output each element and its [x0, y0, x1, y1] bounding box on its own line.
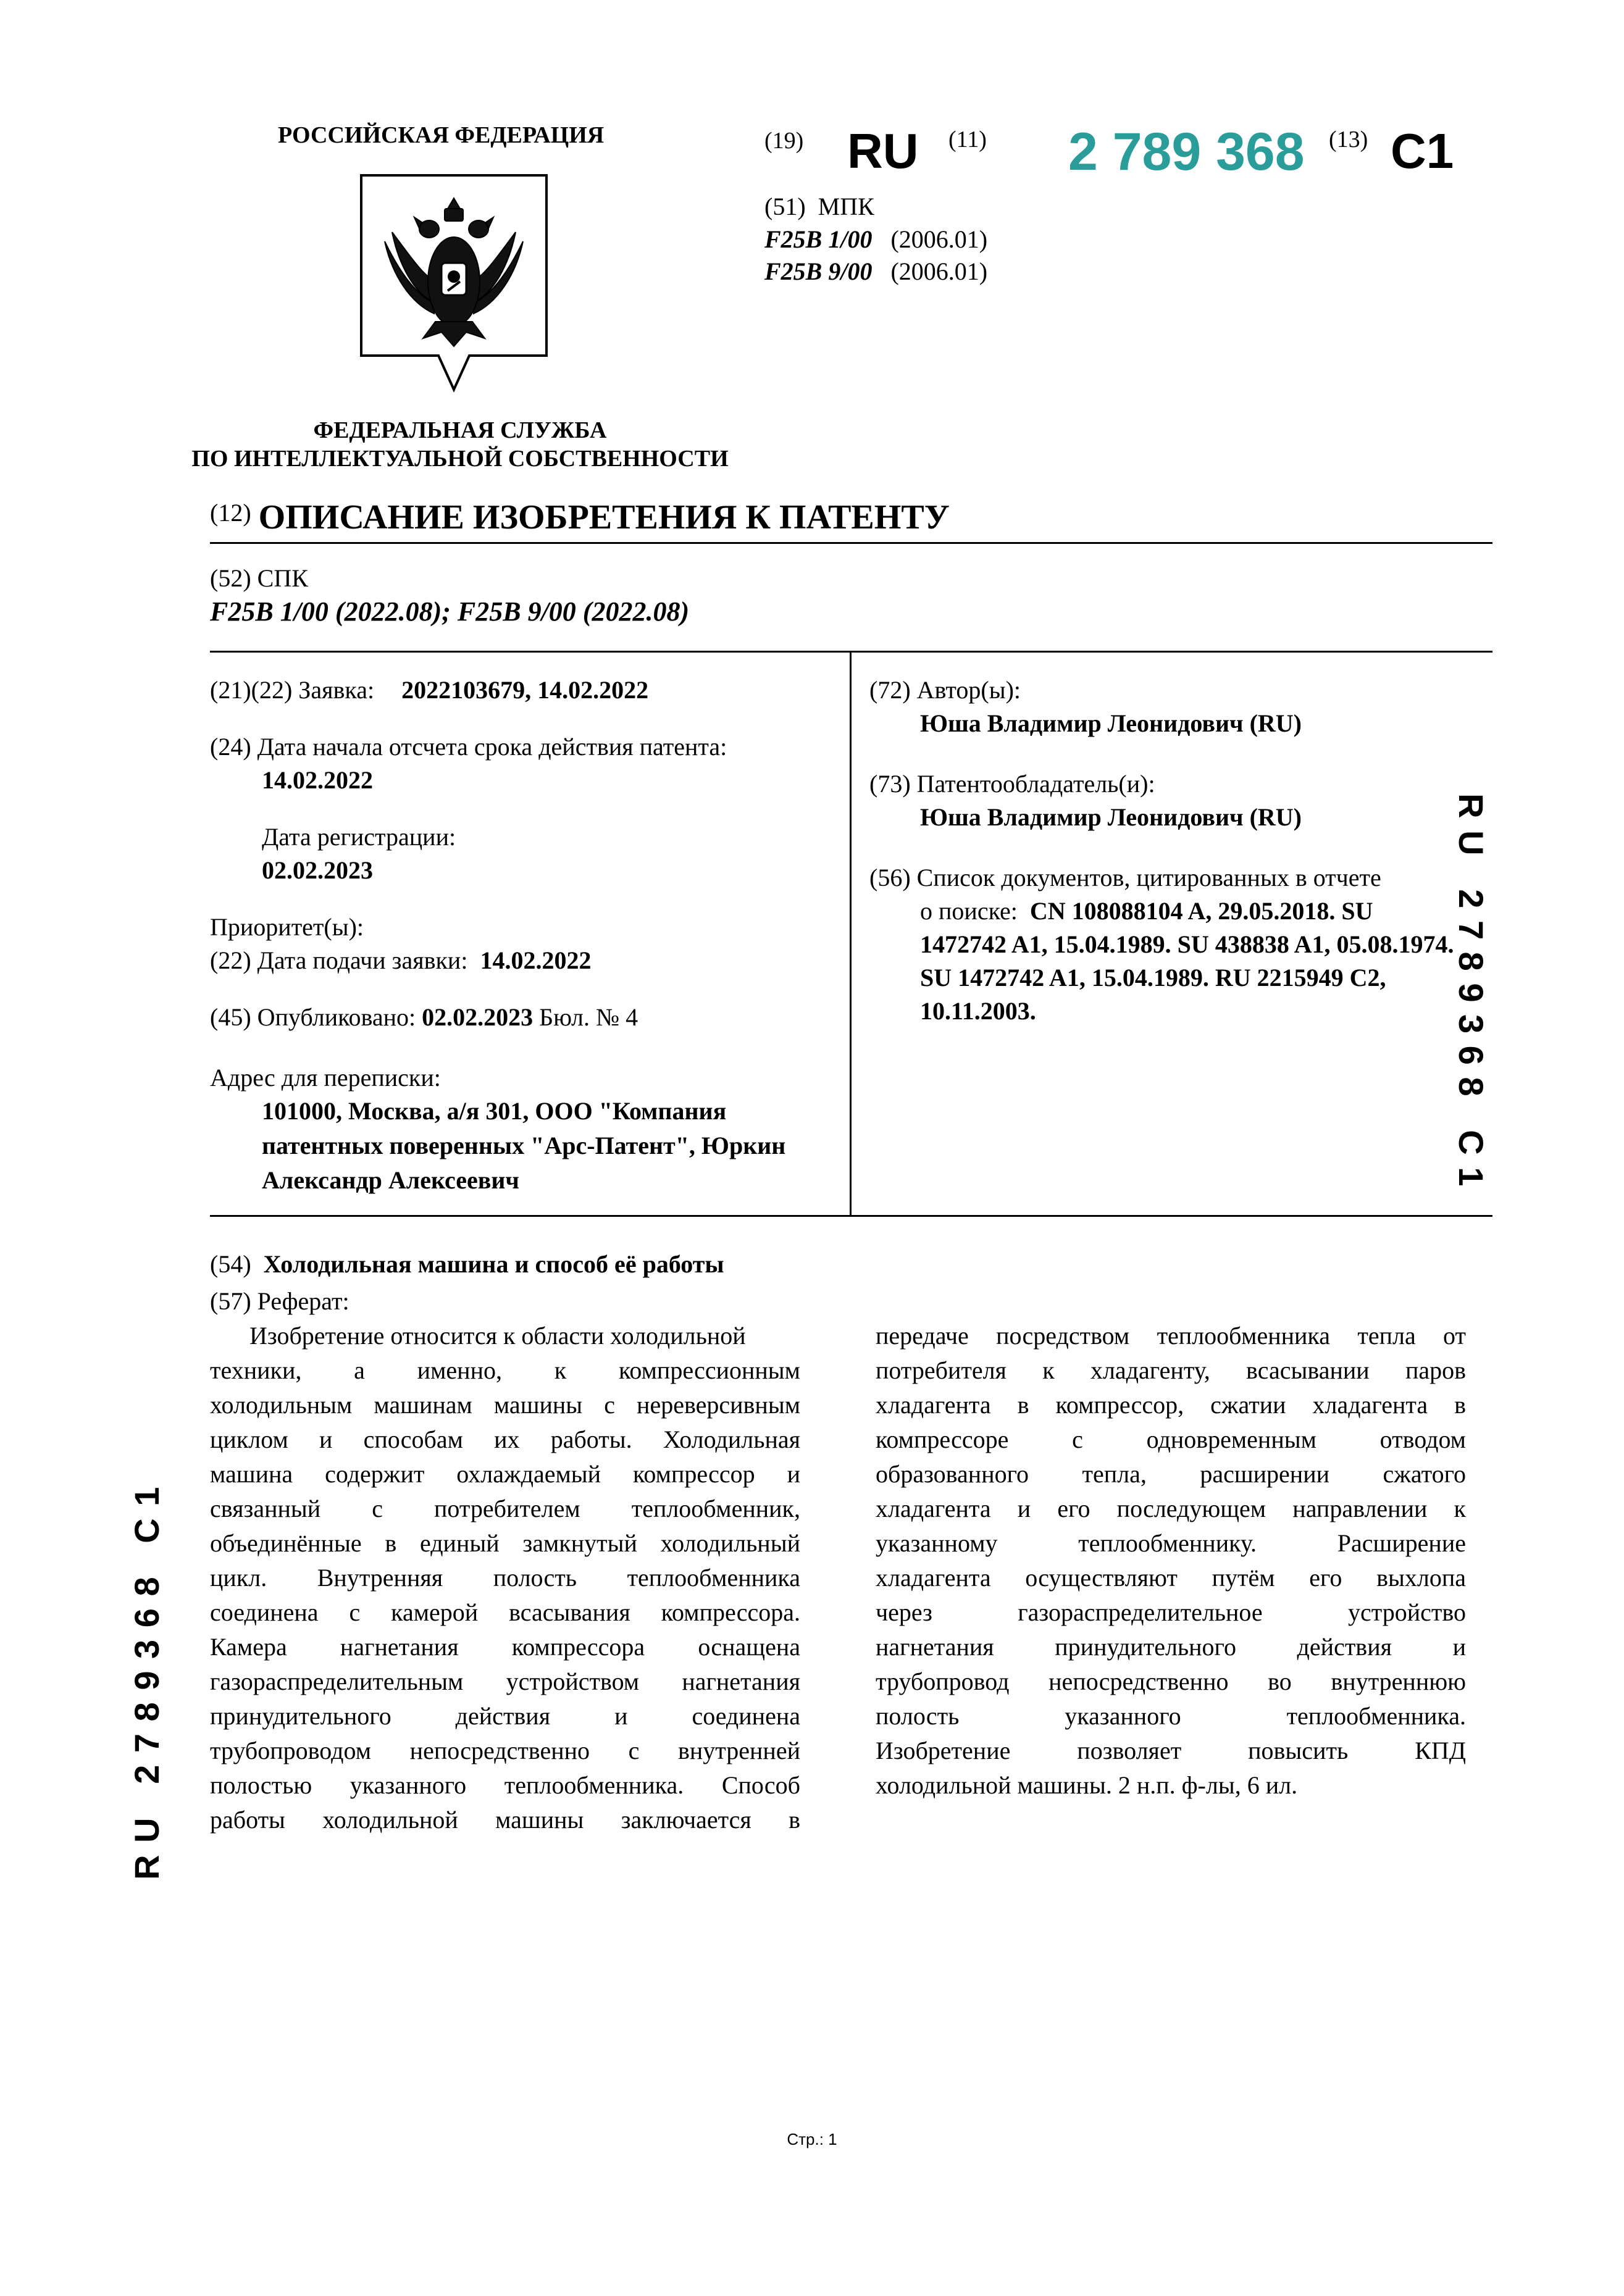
citations-line: SU 1472742 A1, 15.04.1989. RU 2215949 C2, — [920, 964, 1386, 991]
citations-prefix: о поиске: — [920, 897, 1018, 925]
abstract-line: потребителя к хладагенту, всасывании паров — [876, 1356, 1466, 1384]
authors-value: Юша Владимир Леонидович (RU) — [920, 709, 1302, 737]
priority-label: Приоритет(ы): — [210, 913, 364, 941]
cpc-value: F25B 1/00 (2022.08); F25B 9/00 (2022.08) — [210, 596, 690, 627]
side-label-left-text: R U 2 7 8 9 3 6 8 C 1 — [127, 1485, 166, 1880]
inid-11: (11) — [948, 127, 987, 152]
invention-title-row — [210, 1248, 724, 1280]
published-row — [210, 1001, 638, 1033]
abstract-line: полостью указанного теплообменника. Способ — [210, 1771, 800, 1799]
inid-13: (13) — [1329, 127, 1368, 152]
filing-label: (22) Дата подачи заявки: — [210, 946, 468, 974]
citations-label: (56) Список документов, цитированных в отчете — [869, 864, 1381, 891]
term-label: (24) Дата начала отсчета срока действия патента: — [210, 733, 727, 761]
citations-line: 10.11.2003. — [920, 997, 1036, 1025]
application-row — [210, 674, 648, 706]
abstract-column-1 — [210, 1319, 800, 1837]
published-value: 02.02.2023 — [422, 1003, 534, 1031]
kind-code: C1 — [1391, 123, 1454, 178]
address-line: Александр Алексеевич — [262, 1166, 519, 1194]
abstract-line: нагнетания принудительного действия и — [876, 1633, 1466, 1661]
ipc-version: (2006.01) — [890, 257, 988, 285]
side-label-right — [1451, 772, 1531, 1187]
agency-line-1: ФЕДЕРАЛЬНАЯ СЛУЖБА — [313, 417, 607, 443]
abstract-line: полость указанного теплообменника. — [876, 1702, 1466, 1730]
citations-text: CN 108088104 A, 29.05.2018. SU — [1029, 897, 1373, 925]
abstract-line: холодильным машинам машины с нереверсивным — [210, 1391, 800, 1419]
registration-label: Дата регистрации: — [262, 823, 456, 851]
abstract-line: принудительного действия и соединена — [210, 1702, 800, 1730]
citations-line: 1472742 A1, 15.04.1989. SU 438838 A1, 05.08.1974. — [920, 930, 1454, 958]
invention-title: Холодильная машина и способ её работы — [263, 1250, 724, 1278]
address-line: 101000, Москва, а/я 301, ООО "Компания — [262, 1097, 727, 1125]
ipc-entry — [764, 256, 987, 288]
column-divider — [850, 651, 852, 1216]
term-value: 14.02.2022 — [262, 766, 373, 794]
divider — [210, 1215, 1492, 1217]
abstract-line: техники, а именно, к компрессионным — [210, 1356, 800, 1384]
abstract-line: соединена с камерой всасывания компрессора. — [210, 1598, 800, 1626]
abstract-line: через газораспределительное устройство — [876, 1598, 1466, 1626]
cpc-label: (52) СПК — [210, 564, 308, 592]
citations-line — [920, 895, 1454, 929]
side-label-left — [86, 1486, 167, 1902]
ipc-list — [764, 223, 987, 288]
abstract-line: хладагента осуществляют путём его выхлопа — [876, 1564, 1466, 1592]
bulletin: Бюл. № 4 — [539, 1003, 638, 1031]
abstract-line: работы холодильной машины заключается в — [210, 1806, 800, 1834]
abstract-line: трубопровод непосредственно во внутреннюю — [876, 1668, 1466, 1695]
address-label: Адрес для переписки: — [210, 1064, 441, 1092]
abstract-line: холодильной машины. 2 н.п. ф-лы, 6 ил. — [876, 1771, 1298, 1799]
abstract-column-2 — [876, 1319, 1466, 1803]
side-label-right-text: R U 2 7 8 9 3 6 8 C 1 — [1452, 793, 1491, 1188]
abstract-line: цикл. Внутренняя полость теплообменника — [210, 1564, 800, 1592]
inid-12: (12) — [210, 499, 251, 527]
country-name: РОССИЙСКАЯ ФЕДЕРАЦИЯ — [278, 122, 605, 148]
abstract-line: циклом и способам их работы. Холодильная — [210, 1426, 800, 1453]
ipc-heading — [764, 191, 874, 222]
abstract-line: передаче посредством теплообменника тепла от — [876, 1322, 1466, 1350]
abstract-line: хладагента и его последующем направлении к — [876, 1495, 1466, 1522]
abstract-label: (57) Реферат: — [210, 1287, 349, 1315]
filing-row — [210, 945, 591, 977]
inid-19: (19) — [764, 128, 804, 154]
address-line: патентных поверенных "Арс-Патент", Юркин — [262, 1132, 786, 1159]
abstract-line: компрессоре с одновременным отводом — [876, 1426, 1466, 1453]
emblem — [355, 170, 553, 399]
owners-label: (73) Патентообладатель(и): — [869, 770, 1155, 798]
abstract-line: газораспределительным устройством нагнетания — [210, 1668, 800, 1695]
abstract-line: Изобретение позволяет повысить КПД — [876, 1737, 1466, 1764]
abstract-line: образованного тепла, расширении сжатого — [876, 1460, 1466, 1488]
document-title-text: ОПИСАНИЕ ИЗОБРЕТЕНИЯ К ПАТЕНТУ — [258, 498, 950, 536]
divider — [210, 542, 1492, 544]
abstract-line: Камера нагнетания компрессора оснащена — [210, 1633, 800, 1661]
registration-value: 02.02.2023 — [262, 856, 373, 884]
abstract-line: машина содержит охлаждаемый компрессор и — [210, 1460, 800, 1488]
abstract-line: указанному теплообменнику. Расширение — [876, 1529, 1466, 1557]
ipc-code: F25B 1/00 — [764, 225, 873, 253]
abstract-line: Изобретение относится к области холодильной — [249, 1322, 746, 1350]
inid-54: (54) — [210, 1250, 251, 1278]
ipc-entry — [764, 223, 987, 256]
inid-51: (51) — [764, 193, 806, 220]
abstract-line: трубопроводом непосредственно с внутренней — [210, 1737, 800, 1764]
agency-line-2: ПО ИНТЕЛЛЕКТУАЛЬНОЙ СОБСТВЕННОСТИ — [191, 446, 729, 472]
abstract-line: объединённые в единый замкнутый холодильный — [210, 1529, 800, 1557]
page-number: Стр.: 1 — [787, 2130, 837, 2148]
patent-number: 2 789 368 — [1068, 122, 1305, 182]
citations-list — [920, 895, 1454, 1029]
published-label: (45) Опубликовано: — [210, 1003, 416, 1031]
owners-value: Юша Владимир Леонидович (RU) — [920, 803, 1302, 831]
abstract-line: хладагента в компрессор, сжатии хладагента в — [876, 1391, 1466, 1419]
abstract-line: связанный с потребителем теплообменник, — [210, 1495, 800, 1522]
ipc-version: (2006.01) — [890, 225, 988, 253]
address-block — [262, 1095, 785, 1199]
application-value: 2022103679, 14.02.2022 — [401, 676, 649, 704]
emblem-icon — [355, 170, 553, 399]
application-label: (21)(22) Заявка: — [210, 676, 375, 704]
country-code: RU — [847, 123, 919, 178]
authors-label: (72) Автор(ы): — [869, 676, 1021, 704]
document-title — [210, 498, 950, 537]
ipc-label: МПК — [818, 193, 874, 220]
filing-value: 14.02.2022 — [480, 946, 592, 974]
ipc-code: F25B 9/00 — [764, 257, 873, 285]
